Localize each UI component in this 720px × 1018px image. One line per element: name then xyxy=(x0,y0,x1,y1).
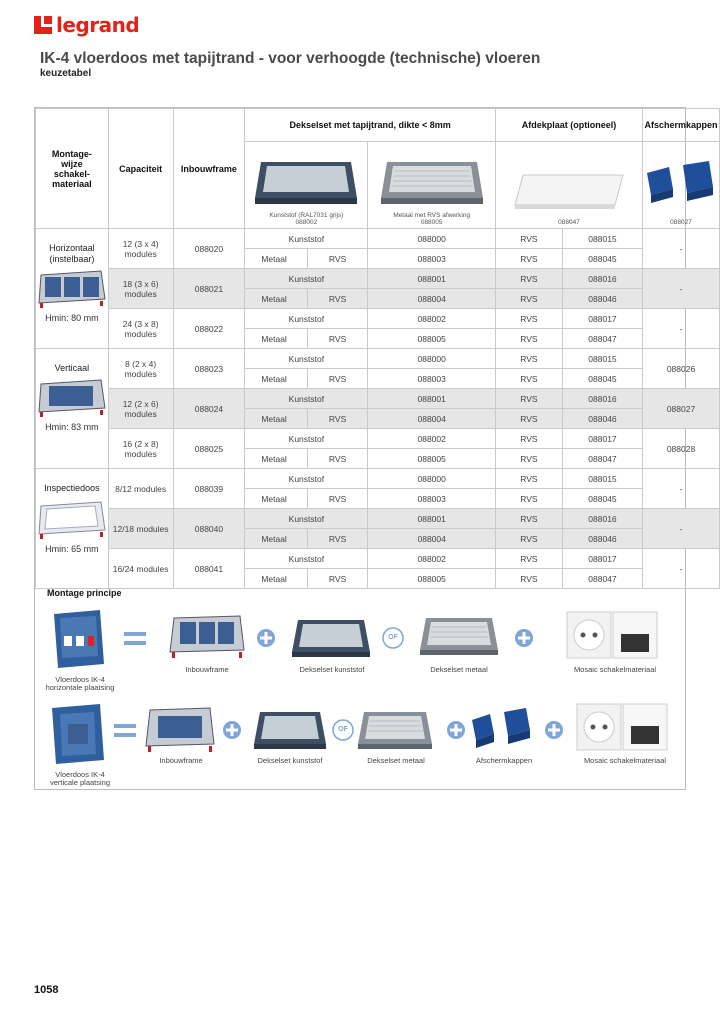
lid-metal-ref: 088005 xyxy=(420,219,443,226)
lid-metal-caption: Metaal met RVS afwerking xyxy=(393,212,471,219)
cover-ref-cell: 088045 xyxy=(562,249,642,269)
lid-metal-finish-cell: RVS xyxy=(307,289,368,309)
page-subtitle: keuzetabel xyxy=(40,68,92,79)
shield-ref-cell: 088028 xyxy=(643,429,720,469)
cover-finish-cell: RVS xyxy=(495,489,562,509)
lid-plastic-label-1: Dekselset kunststof xyxy=(299,665,365,674)
table-row xyxy=(36,509,720,529)
lid-metal-finish-cell: RVS xyxy=(307,329,368,349)
cover-finish-cell: RVS xyxy=(495,409,562,429)
cover-ref-cell: 088045 xyxy=(562,369,642,389)
header-capacity: Capaciteit xyxy=(108,109,173,229)
cover-ref-cell: 088047 xyxy=(562,569,642,589)
group-hmin: Hmin: 65 mm xyxy=(45,544,99,554)
lid-metal-image-2 xyxy=(356,708,434,752)
table-row xyxy=(36,469,720,489)
shield-ref: 088027 xyxy=(670,219,692,226)
plus-icon xyxy=(446,720,466,740)
header-shield: Afschermkappen xyxy=(643,109,720,142)
shield-ref-cell: 088027 xyxy=(643,389,720,429)
cover-finish-cell: RVS xyxy=(495,329,562,349)
group-image xyxy=(36,378,108,418)
lid-metal-ref-cell: 088004 xyxy=(368,529,495,549)
lid-metal-label-cell: Metaal xyxy=(245,569,307,589)
cover-finish-cell: RVS xyxy=(495,349,562,369)
lid-plastic-label-cell: Kunststof xyxy=(245,429,368,449)
frame-ref-cell: 088040 xyxy=(173,509,245,549)
lid-metal-label-cell: Metaal xyxy=(245,249,307,269)
lid-metal-label-cell: Metaal xyxy=(245,449,307,469)
lid-metal-label-1: Dekselset metaal xyxy=(430,665,488,674)
lid-plastic-label-2: Dekselset kunststof xyxy=(257,756,323,765)
frame-ref-cell: 088025 xyxy=(173,429,245,469)
shield-ref-cell: - xyxy=(643,469,720,509)
group-cell xyxy=(36,349,109,469)
equals-icon xyxy=(122,628,148,650)
lid-plastic-label-cell: Kunststof xyxy=(245,349,368,369)
cover-ref-cell: 088016 xyxy=(562,509,642,529)
lid-metal-ref-cell: 088005 xyxy=(368,569,495,589)
shield-cell xyxy=(643,142,720,229)
mounting-frame-image-1 xyxy=(168,612,246,660)
lid-plastic-label-cell: Kunststof xyxy=(245,509,368,529)
page-title: IK-4 vloerdoos met tapijtrand - voor verhoogde (technische) vloeren xyxy=(40,50,541,67)
lid-metal-label-2: Dekselset metaal xyxy=(367,756,425,765)
capacity-cell: 8 (2 x 4) modules xyxy=(108,349,173,389)
header-mounting: Montage- wijze schakel- materiaal xyxy=(36,109,109,229)
cover-finish-cell: RVS xyxy=(495,429,562,449)
lid-metal-label-cell: Metaal xyxy=(245,489,307,509)
table-row xyxy=(36,429,720,449)
group-cell xyxy=(36,229,109,349)
lid-plastic-ref-cell: 088002 xyxy=(368,429,495,449)
frame-ref-cell: 088039 xyxy=(173,469,245,509)
lid-plastic-ref-cell: 088001 xyxy=(368,389,495,409)
frame-ref-cell: 088041 xyxy=(173,549,245,589)
capacity-cell: 18 (3 x 6) modules xyxy=(108,269,173,309)
capacity-cell: 12 (2 x 6) modules xyxy=(108,389,173,429)
mosaic-devices-image-1 xyxy=(565,610,659,660)
lid-metal-label-cell: Metaal xyxy=(245,409,307,429)
lid-metal-ref-cell: 088004 xyxy=(368,409,495,429)
selection-table xyxy=(35,108,720,589)
lid-plastic-ref-cell: 088000 xyxy=(368,469,495,489)
group-cell xyxy=(36,469,109,589)
cover-ref: 088047 xyxy=(558,219,580,226)
cover-ref-cell: 088017 xyxy=(562,309,642,329)
table-row xyxy=(36,549,720,569)
header-lidset: Dekselset met tapijtrand, dikte < 8mm xyxy=(245,109,496,142)
shield-image xyxy=(643,159,719,215)
lid-plastic-label-cell: Kunststof xyxy=(245,469,368,489)
equals-icon xyxy=(112,720,138,742)
table-row xyxy=(36,309,720,329)
shield-ref-cell: - xyxy=(643,549,720,589)
lid-metal-ref-cell: 088005 xyxy=(368,449,495,469)
lid-plastic-ref-cell: 088000 xyxy=(368,349,495,369)
cover-ref-cell: 088045 xyxy=(562,489,642,509)
lid-metal-finish-cell: RVS xyxy=(307,409,368,429)
lid-plastic-ref-cell: 088000 xyxy=(368,229,495,249)
mosaic-devices-image-2 xyxy=(575,702,669,752)
cover-finish-cell: RVS xyxy=(495,569,562,589)
cover-finish-cell: RVS xyxy=(495,229,562,249)
group-name: Verticaal xyxy=(54,363,90,373)
group-name: Inspectiedoos xyxy=(44,483,100,493)
mounting-frame-label-2: Inbouwframe xyxy=(159,756,203,765)
cover-finish-cell: RVS xyxy=(495,289,562,309)
cover-ref-cell: 088047 xyxy=(562,449,642,469)
table-row xyxy=(36,269,720,289)
lid-metal-label-cell: Metaal xyxy=(245,369,307,389)
table-row xyxy=(36,389,720,409)
cover-plate-image xyxy=(509,169,629,215)
lid-plastic-cell xyxy=(245,142,368,229)
header-cover: Afdekplaat (optioneel) xyxy=(495,109,642,142)
cover-ref-cell: 088047 xyxy=(562,329,642,349)
table-row xyxy=(36,349,720,369)
lid-metal-cell xyxy=(368,142,495,229)
frame-ref-cell: 088020 xyxy=(173,229,245,269)
shield-ref-cell: - xyxy=(643,309,720,349)
lid-metal-ref-cell: 088003 xyxy=(368,489,495,509)
cover-ref-cell: 088016 xyxy=(562,269,642,289)
cover-finish-cell: RVS xyxy=(495,389,562,409)
lid-plastic-label-cell: Kunststof xyxy=(245,549,368,569)
montage-title: Montage principe xyxy=(47,588,122,598)
or-label: OF xyxy=(388,634,398,641)
lid-metal-label-cell: Metaal xyxy=(245,289,307,309)
cover-ref-cell: 088017 xyxy=(562,429,642,449)
lid-metal-ref-cell: 088003 xyxy=(368,369,495,389)
group-name: Horizontaal (instelbaar) xyxy=(49,243,95,264)
lid-metal-finish-cell: RVS xyxy=(307,369,368,389)
header-frame: Inbouwframe xyxy=(173,109,245,229)
group-image xyxy=(36,269,108,309)
lid-plastic-ref: 088002 xyxy=(295,219,318,226)
capacity-cell: 8/12 modules xyxy=(108,469,173,509)
lid-plastic-image-2 xyxy=(252,708,328,752)
lid-plastic-label-cell: Kunststof xyxy=(245,269,368,289)
plus-icon xyxy=(222,720,242,740)
shield-label-2: Afschermkappen xyxy=(475,756,533,765)
cover-ref-cell: 088015 xyxy=(562,469,642,489)
floorbox-horizontal-image xyxy=(50,606,108,672)
table-row xyxy=(36,229,720,249)
lid-metal-finish-cell: RVS xyxy=(307,249,368,269)
capacity-cell: 12/18 modules xyxy=(108,509,173,549)
capacity-cell: 24 (3 x 8) modules xyxy=(108,309,173,349)
cover-finish-cell: RVS xyxy=(495,309,562,329)
frame-ref-cell: 088021 xyxy=(173,269,245,309)
group-image xyxy=(36,500,108,540)
floorbox-horizontal-label: Vloerdoos IK-4 horizontale plaatsing xyxy=(45,675,115,692)
cover-finish-cell: RVS xyxy=(495,469,562,489)
lid-metal-finish-cell: RVS xyxy=(307,489,368,509)
legrand-logo-mark xyxy=(34,16,52,34)
cover-finish-cell: RVS xyxy=(495,509,562,529)
cover-ref-cell: 088046 xyxy=(562,409,642,429)
lid-plastic-image-1 xyxy=(290,616,372,660)
lid-metal-finish-cell: RVS xyxy=(307,529,368,549)
cover-ref-cell: 088015 xyxy=(562,349,642,369)
plus-icon xyxy=(514,628,534,648)
frame-ref-cell: 088024 xyxy=(173,389,245,429)
lid-metal-image xyxy=(377,154,487,208)
group-hmin: Hmin: 83 mm xyxy=(45,422,99,432)
capacity-cell: 16/24 modules xyxy=(108,549,173,589)
cover-cell xyxy=(495,142,642,229)
legrand-logo xyxy=(34,14,139,36)
floorbox-vertical-image xyxy=(48,700,108,768)
lid-plastic-image xyxy=(251,154,361,208)
shield-ref-cell: 088026 xyxy=(643,349,720,389)
capacity-cell: 16 (2 x 8) modules xyxy=(108,429,173,469)
floorbox-vertical-label: Vloerdoos IK-4 verticale plaatsing xyxy=(49,770,111,787)
lid-metal-finish-cell: RVS xyxy=(307,569,368,589)
cover-finish-cell: RVS xyxy=(495,249,562,269)
lid-metal-label-cell: Metaal xyxy=(245,529,307,549)
lid-metal-finish-cell: RVS xyxy=(307,449,368,469)
cover-finish-cell: RVS xyxy=(495,269,562,289)
or-label: OF xyxy=(338,726,348,733)
cover-finish-cell: RVS xyxy=(495,529,562,549)
lid-metal-ref-cell: 088004 xyxy=(368,289,495,309)
lid-metal-ref-cell: 088003 xyxy=(368,249,495,269)
legrand-logo-text: legrand xyxy=(56,13,140,37)
cover-ref-cell: 088046 xyxy=(562,289,642,309)
cover-finish-cell: RVS xyxy=(495,449,562,469)
lid-plastic-ref-cell: 088002 xyxy=(368,549,495,569)
plus-icon xyxy=(256,628,276,648)
lid-plastic-label-cell: Kunststof xyxy=(245,389,368,409)
mounting-frame-label-1: Inbouwframe xyxy=(185,665,229,674)
lid-plastic-ref-cell: 088001 xyxy=(368,509,495,529)
frame-ref-cell: 088022 xyxy=(173,309,245,349)
shield-ref-cell: - xyxy=(643,269,720,309)
lid-metal-image-1 xyxy=(418,614,500,660)
plus-icon xyxy=(544,720,564,740)
page-number: 1058 xyxy=(34,984,59,996)
lid-metal-label-cell: Metaal xyxy=(245,329,307,349)
cover-ref-cell: 088015 xyxy=(562,229,642,249)
lid-plastic-ref-cell: 088002 xyxy=(368,309,495,329)
shield-image-2 xyxy=(470,706,534,752)
shield-ref-cell: - xyxy=(643,229,720,269)
lid-plastic-ref-cell: 088001 xyxy=(368,269,495,289)
group-hmin: Hmin: 80 mm xyxy=(45,313,99,323)
lid-plastic-label-cell: Kunststof xyxy=(245,309,368,329)
lid-plastic-caption: Kunststof (RAL7031 grijs) xyxy=(269,212,344,219)
cover-finish-cell: RVS xyxy=(495,549,562,569)
shield-ref-cell: - xyxy=(643,509,720,549)
cover-ref-cell: 088016 xyxy=(562,389,642,409)
lid-plastic-label-cell: Kunststof xyxy=(245,229,368,249)
capacity-cell: 12 (3 x 4) modules xyxy=(108,229,173,269)
frame-ref-cell: 088023 xyxy=(173,349,245,389)
cover-ref-cell: 088046 xyxy=(562,529,642,549)
cover-finish-cell: RVS xyxy=(495,369,562,389)
mosaic-devices-label-1: Mosaic schakelmateriaal xyxy=(573,665,657,674)
cover-ref-cell: 088017 xyxy=(562,549,642,569)
lid-metal-ref-cell: 088005 xyxy=(368,329,495,349)
mounting-frame-image-2 xyxy=(144,704,216,754)
mosaic-devices-label-2: Mosaic schakelmateriaal xyxy=(583,756,667,765)
